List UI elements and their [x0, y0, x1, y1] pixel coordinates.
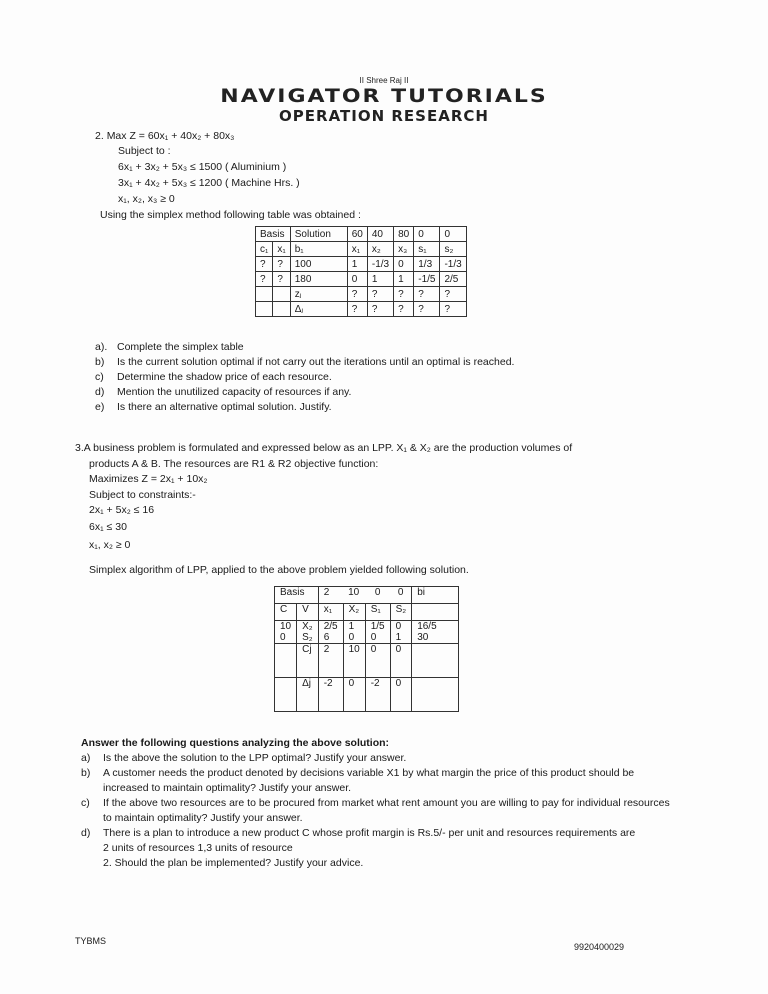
- table-cell: 10 0: [275, 621, 297, 644]
- table-cell: -2: [365, 678, 390, 712]
- table-cell: ?: [347, 302, 367, 317]
- q3-question-d-continuation: 2. Should the plan be implemented? Justify your advice.: [103, 857, 364, 869]
- table-cell: Δj: [297, 678, 319, 712]
- footer-course: TYBMS: [75, 936, 107, 946]
- table-cell: Δⱼ: [290, 302, 347, 317]
- table-cell: 1 0: [343, 621, 365, 644]
- table-row: [275, 621, 459, 644]
- table-row-cj: [275, 644, 459, 678]
- table-cell: 1: [347, 257, 367, 272]
- table-cell: x₃: [394, 242, 414, 257]
- table-cell: x₁: [273, 242, 290, 257]
- q3-constraint-3: x₁, x₂ ≥ 0: [89, 539, 131, 551]
- table-cell: ?: [256, 257, 273, 272]
- table-cell: 1: [367, 272, 393, 287]
- table-cell: [412, 604, 459, 621]
- q3-subject-to: Subject to constraints:-: [89, 489, 196, 501]
- table-cell: 0: [347, 272, 367, 287]
- table-cell: -1/3: [367, 257, 393, 272]
- table-cell: 2: [318, 644, 343, 678]
- table-cell: bi: [412, 587, 459, 604]
- q2-question-d: d) Mention the unutilized capacity of resources if any.: [95, 386, 352, 398]
- table-cell: 0: [390, 644, 412, 678]
- footer-phone: 9920400029: [574, 942, 625, 952]
- q3-question-c: c) If the above two resources are to be procured from market what rent amount you are willing to pay for individual resources to maintain optimality? Justify your answer.: [81, 797, 670, 824]
- table-cell: b₁: [290, 242, 347, 257]
- table-cell: 0 1: [390, 621, 412, 644]
- table-cell: S₂: [390, 604, 412, 621]
- table-cell: C: [275, 604, 297, 621]
- table-cell: 80: [394, 227, 414, 242]
- table-cell: S₁: [365, 604, 390, 621]
- table-cell: Cj: [297, 644, 319, 678]
- q2-number: 2.: [95, 130, 104, 142]
- table-cell: 0: [414, 227, 440, 242]
- q2-questions: [95, 340, 655, 415]
- table-cell: ?: [256, 272, 273, 287]
- table-cell: 100: [290, 257, 347, 272]
- table-cell: 2/5: [440, 272, 466, 287]
- q3-constraint-2: 6x₁ ≤ 30: [89, 521, 127, 533]
- table-cell: 1/5 0: [365, 621, 390, 644]
- table-cell: 16/5 30: [412, 621, 459, 644]
- table-cell: 40: [367, 227, 393, 242]
- table-cell: 2: [318, 587, 343, 604]
- q2-objective: [95, 129, 234, 144]
- table-cell: x₂: [367, 242, 393, 257]
- q2-constraint-3: x₁, x₂, x₃ ≥ 0: [118, 193, 175, 205]
- table-cell: 0: [390, 678, 412, 712]
- table-row-delta: [256, 302, 467, 317]
- q2-simplex-table: [255, 226, 467, 317]
- subject-title: OPERATION RESEARCH: [279, 107, 489, 125]
- table-cell: -2: [318, 678, 343, 712]
- table-cell: [412, 678, 459, 712]
- table-cell: 0: [440, 227, 466, 242]
- table-cell: [256, 287, 273, 302]
- table-cell: 0: [343, 678, 365, 712]
- table-subheader-row: [256, 242, 467, 257]
- table-cell: s₁: [414, 242, 440, 257]
- table-cell: ?: [414, 302, 440, 317]
- table-cell: -1/5: [414, 272, 440, 287]
- q3-objective: Maximizes Z = 2x₁ + 10x₂: [89, 473, 208, 485]
- q2-constraint-1: 6x₁ + 3x₂ + 5x₃ ≤ 1500 ( Aluminium ): [118, 161, 287, 173]
- table-row-zj: [256, 287, 467, 302]
- table-cell: 60: [347, 227, 367, 242]
- table-cell: 0: [394, 257, 414, 272]
- q3-answer-heading: Answer the following questions analyzing the above solution:: [81, 737, 390, 749]
- table-row: [256, 257, 467, 272]
- table-subheader-row: [275, 604, 459, 621]
- table-header-row: [275, 587, 459, 604]
- table-cell: ?: [273, 257, 290, 272]
- table-cell: ?: [440, 287, 466, 302]
- table-cell: 0: [390, 587, 412, 604]
- table-cell: [275, 678, 297, 712]
- q3-questions: [81, 751, 681, 871]
- q2-question-c: c) Determine the shadow price of each resource.: [95, 371, 332, 383]
- q2-question-a: a). Complete the simplex table: [95, 341, 244, 353]
- q3-constraint-1: 2x₁ + 5x₂ ≤ 16: [89, 504, 155, 516]
- q3-intro-line1: 3.A business problem is formulated and expressed below as an LPP. X₁ & X₂ are the production volumes of: [75, 442, 573, 454]
- table-cell: x₁: [318, 604, 343, 621]
- table-cell: 1/3: [414, 257, 440, 272]
- table-cell: [273, 287, 290, 302]
- table-cell: 10: [343, 644, 365, 678]
- table-cell: 10: [343, 587, 365, 604]
- q2-question-e: e) Is there an alternative optimal solution. Justify.: [95, 401, 332, 413]
- brand-title: NAVIGATOR TUTORIALS: [220, 85, 548, 108]
- table-cell: X₂: [343, 604, 365, 621]
- table-cell: [275, 644, 297, 678]
- table-cell: Basis: [275, 587, 319, 604]
- table-header-row: [256, 227, 467, 242]
- table-cell: ?: [367, 302, 393, 317]
- q2-constraint-2: 3x₁ + 4x₂ + 5x₃ ≤ 1200 ( Machine Hrs. ): [118, 177, 300, 189]
- q3-simplex-table: [274, 586, 459, 712]
- q3-question-b: b) A customer needs the product denoted by decisions variable X1 by what margin the price of this product should be increased to maintain optimality? Justify your answer.: [81, 767, 635, 794]
- table-cell: [256, 302, 273, 317]
- table-row-delta: [275, 678, 459, 712]
- table-cell: ?: [440, 302, 466, 317]
- table-cell: ?: [394, 302, 414, 317]
- table-row: [256, 272, 467, 287]
- table-cell: 180: [290, 272, 347, 287]
- table-cell: V: [297, 604, 319, 621]
- table-cell: ?: [367, 287, 393, 302]
- table-cell: X₂ S₂: [297, 621, 319, 644]
- table-cell: 1: [394, 272, 414, 287]
- q3-question-a: a) Is the above the solution to the LPP optimal? Justify your answer.: [81, 752, 407, 764]
- table-cell: 2/5 6: [318, 621, 343, 644]
- table-cell: s₂: [440, 242, 466, 257]
- table-cell: 0: [365, 644, 390, 678]
- table-cell: [412, 644, 459, 678]
- table-cell: ?: [394, 287, 414, 302]
- q2-subject-to: Subject to :: [118, 145, 171, 157]
- table-cell: 0: [365, 587, 390, 604]
- invocation-text: II Shree Raj II: [359, 76, 409, 85]
- table-cell: x₁: [347, 242, 367, 257]
- table-cell: ?: [414, 287, 440, 302]
- q2-table-intro: Using the simplex method following table was obtained :: [100, 209, 361, 221]
- table-cell: [273, 302, 290, 317]
- table-cell: ?: [273, 272, 290, 287]
- table-cell: c₁: [256, 242, 273, 257]
- table-cell: ?: [347, 287, 367, 302]
- q2-objective-text: Max Z = 60x₁ + 40x₂ + 80x₃: [106, 130, 235, 142]
- q3-question-d: d) There is a plan to introduce a new product C whose profit margin is Rs.5/- per unit and resources requirements are 2 units of resources 1,3 units of resource: [81, 827, 636, 854]
- table-cell: Solution: [290, 227, 347, 242]
- table-cell: -1/3: [440, 257, 466, 272]
- q2-question-b: b) Is the current solution optimal if not carry out the iterations until an optimal is reached.: [95, 356, 515, 368]
- table-cell: Basis: [256, 227, 291, 242]
- q3-table-intro: Simplex algorithm of LPP, applied to the above problem yielded following solution.: [89, 564, 469, 576]
- q3-intro-line2: products A & B. The resources are R1 & R2 objective function:: [89, 458, 379, 470]
- table-cell: zⱼ: [290, 287, 347, 302]
